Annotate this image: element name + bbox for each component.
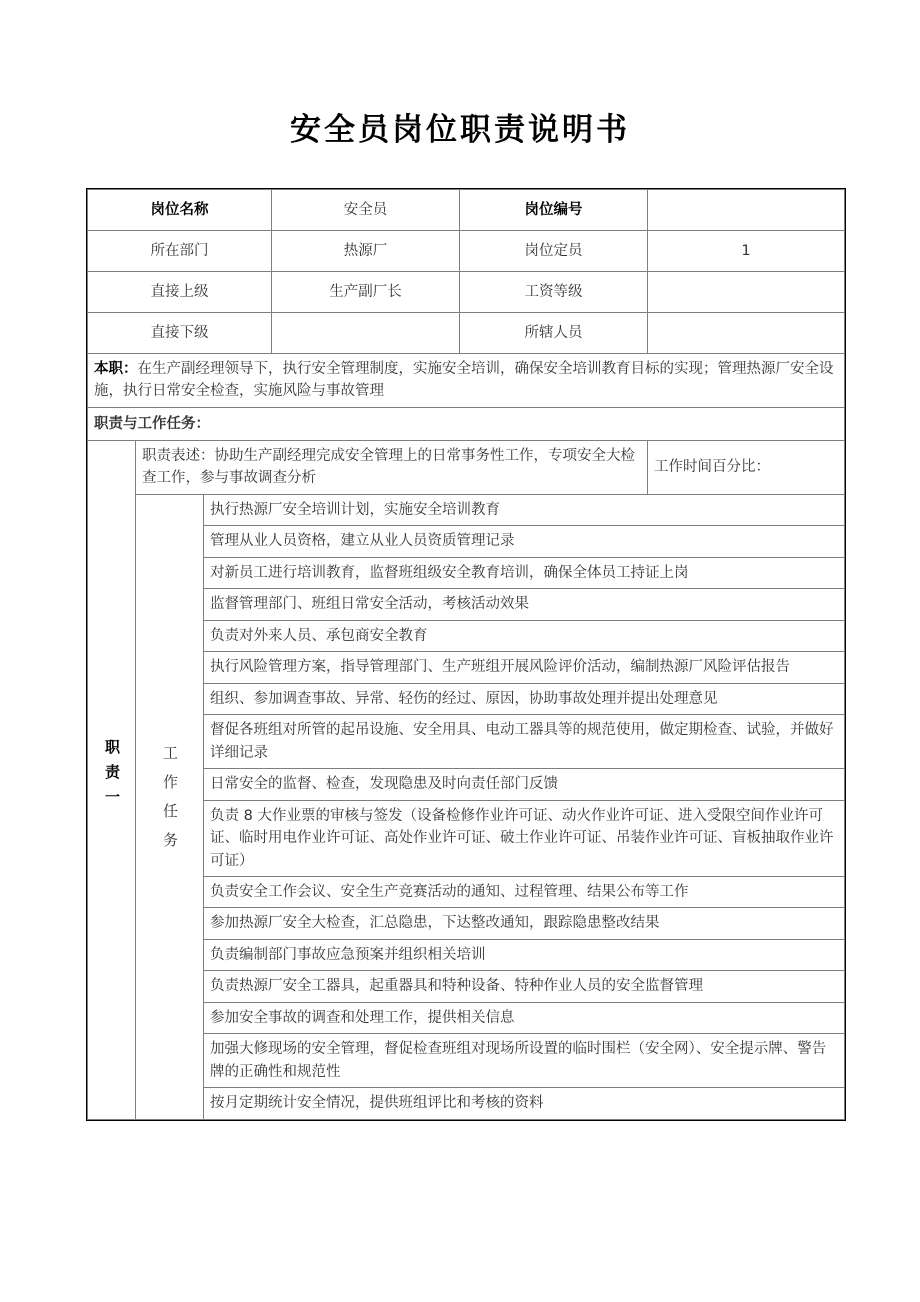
info-label-2: 所辖人员: [460, 313, 648, 354]
main-duty-text: 在生产副经理领导下，执行安全管理制度，实施安全培训，确保安全培训教育目标的实现；管理热源厂安全设施，执行日常安全检查，实施风险与事故管理: [94, 361, 834, 400]
task-text: 按月定期统计安全情况，提供班组评比和考核的资料: [204, 1088, 845, 1119]
task-text: 管理从业人员资格，建立从业人员资质管理记录: [204, 526, 845, 557]
table-row: [88, 190, 845, 231]
info-label-2: 岗位编号: [460, 190, 648, 231]
main-duty-row: [88, 354, 845, 408]
work-time-percent-cell: [648, 440, 845, 494]
table-row: [88, 313, 845, 354]
task-text: 负责编制部门事故应急预案并组织相关培训: [204, 939, 845, 970]
info-value: [272, 313, 460, 354]
task-text: 督促各班组对所管的起吊设施、安全用具、电动工器具等的规范使用，做定期检查、试验，并做好详细记录: [204, 715, 845, 769]
info-value-2: [648, 190, 845, 231]
info-value-2: [648, 313, 845, 354]
info-label: 直接下级: [88, 313, 272, 354]
task-text: 参加热源厂安全大检查，汇总隐患，下达整改通知，跟踪隐患整改结果: [204, 908, 845, 939]
info-value: 生产副厂长: [272, 272, 460, 313]
table-row: [88, 272, 845, 313]
task-row: [88, 494, 845, 525]
task-text: 加强大修现场的安全管理，督促检查班组对现场所设置的临时围栏（安全网）、安全提示牌、警告牌的正确性和规范性: [204, 1034, 845, 1088]
task-text: 对新员工进行培训教育，监督班组级安全教育培训，确保全体员工持证上岗: [204, 557, 845, 588]
task-text: 执行风险管理方案，指导管理部门、生产班组开展风险评价活动，编制热源厂风险评估报告: [204, 652, 845, 683]
table-row: [88, 231, 845, 272]
work-time-percent-label: 工作时间百分比：: [654, 459, 771, 476]
info-label-2: 岗位定员: [460, 231, 648, 272]
job-description-table: [86, 188, 846, 1121]
task-text: 执行热源厂安全培训计划，实施安全培训教育: [204, 494, 845, 525]
info-value-2: [648, 272, 845, 313]
info-value: 安全员: [272, 190, 460, 231]
task-text: 负责 8 大作业票的审核与签发（设备检修作业许可证、动火作业许可证、进入受限空间作业许可证、临时用电作业许可证、高处作业许可证、破土作业许可证、吊装作业许可证、盲板抽取作业许可证）: [204, 800, 845, 876]
work-task-label: 工作任务: [136, 494, 204, 1119]
section-heading: 职责与工作任务：: [88, 407, 845, 440]
info-label: 直接上级: [88, 272, 272, 313]
info-value-2: 1: [648, 231, 845, 272]
page-title: 安全员岗位职责说明书: [290, 112, 630, 148]
task-text: 参加安全事故的调查和处理工作，提供相关信息: [204, 1002, 845, 1033]
task-text: 日常安全的监督、检查，发现隐患及时向责任部门反馈: [204, 769, 845, 800]
task-text: 负责对外来人员、承包商安全教育: [204, 620, 845, 651]
duty-description-cell: [136, 440, 648, 494]
duty-description-text: 协助生产副经理完成安全管理上的日常事务性工作，专项安全大检查工作，参与事故调查分析: [142, 447, 635, 487]
info-label: 岗位名称: [88, 190, 272, 231]
main-duty-cell: [88, 354, 845, 408]
info-value: 热源厂: [272, 231, 460, 272]
task-text: 负责安全工作会议、安全生产竞赛活动的通知、过程管理、结果公布等工作: [204, 876, 845, 907]
info-label-2: 工资等级: [460, 272, 648, 313]
duty-description-row: [88, 440, 845, 494]
section-heading-row: [88, 407, 845, 440]
main-duty-label: 本职：: [94, 361, 138, 377]
duty-description-label: 职责表述：: [142, 447, 215, 464]
duty-index-label: 职责一: [88, 440, 136, 1119]
task-text: 负责热源厂安全工器具，起重器具和特种设备、特种作业人员的安全监督管理: [204, 971, 845, 1002]
info-label: 所在部门: [88, 231, 272, 272]
task-text: 监督管理部门、班组日常安全活动，考核活动效果: [204, 589, 845, 620]
task-text: 组织、参加调查事故、异常、轻伤的经过、原因，协助事故处理并提出处理意见: [204, 683, 845, 714]
